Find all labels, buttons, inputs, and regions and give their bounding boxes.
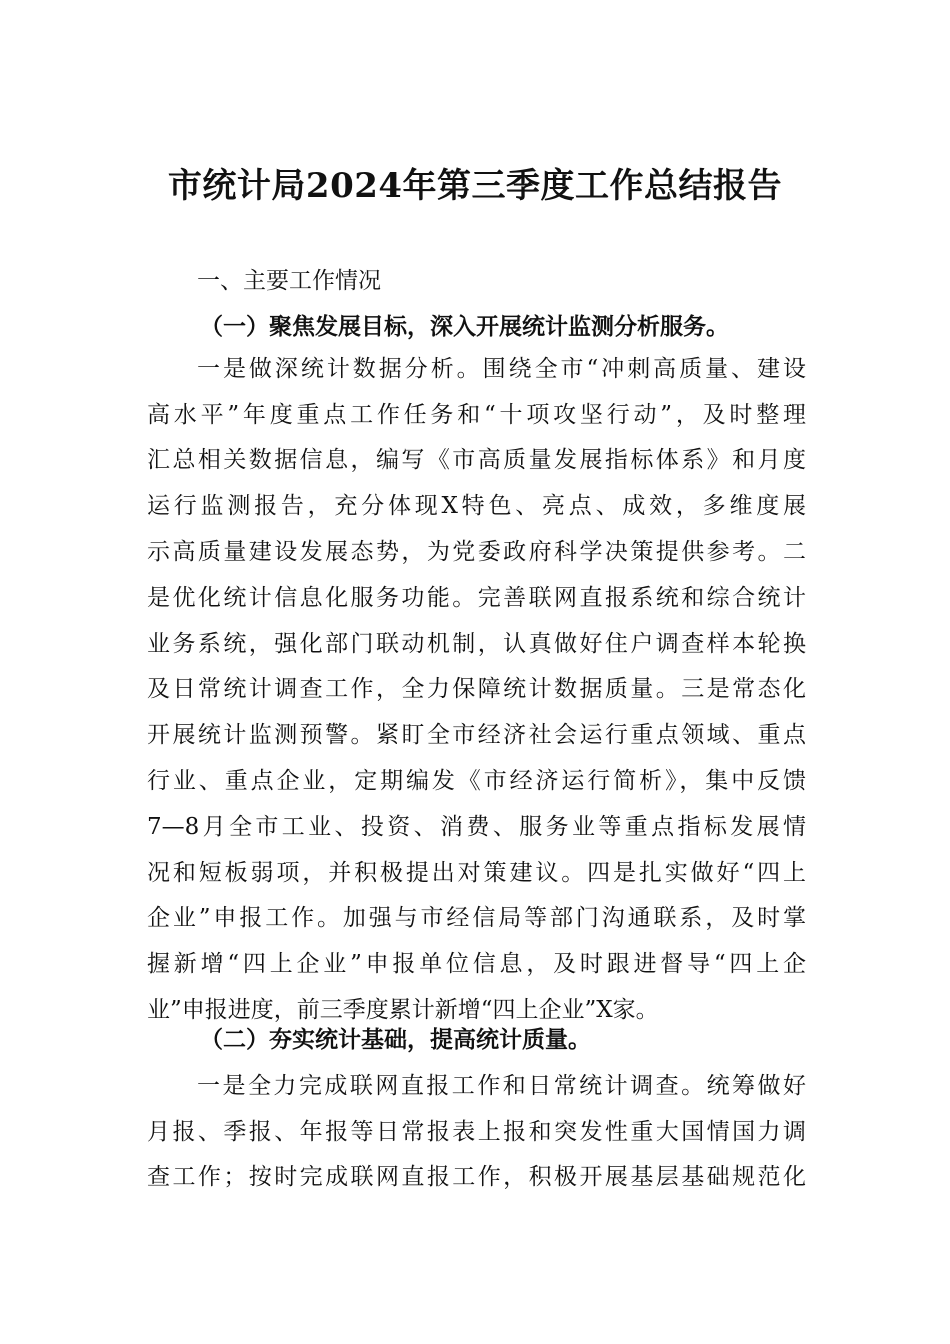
paragraph-line: 7—8月全市工业、投资、消费、服务业等重点指标发展情 [147, 814, 806, 840]
section-heading-main-work: 一、主要工作情况 [197, 268, 381, 294]
paragraph-line: 业务系统，强化部门联动机制，认真做好住户调查样本轮换 [147, 631, 806, 657]
paragraph-line: 行业、重点企业，定期编发《市经济运行简析》，集中反馈 [147, 768, 806, 794]
document-title: 市统计局2024年第三季度工作总结报告 [167, 166, 783, 206]
paragraph-line: 是优化统计信息化服务功能。完善联网直报系统和综合统计 [147, 585, 806, 611]
paragraph-line: 况和短板弱项，并积极提出对策建议。四是扎实做好“四上 [147, 860, 806, 886]
paragraph-line: 开展统计监测预警。紧盯全市经济社会运行重点领域、重点 [147, 722, 806, 748]
subsection-heading-2: （二）夯实统计基础，提高统计质量。 [200, 1026, 591, 1053]
paragraph-line: 汇总相关数据信息，编写《市高质量发展指标体系》和月度 [147, 447, 806, 473]
paragraph-line: 业”申报进度，前三季度累计新增“四上企业”X家。 [147, 997, 659, 1023]
paragraph-line: 企业”申报工作。加强与市经信局等部门沟通联系，及时掌 [147, 905, 806, 931]
subsection-heading-1: （一）聚焦发展目标，深入开展统计监测分析服务。 [200, 313, 729, 340]
paragraph-line: 一是全力完成联网直报工作和日常统计调查。统筹做好 [197, 1073, 806, 1099]
paragraph-line: 查工作；按时完成联网直报工作，积极开展基层基础规范化 [147, 1164, 806, 1190]
paragraph-line: 示高质量建设发展态势，为党委政府科学决策提供参考。二 [147, 539, 806, 565]
paragraph-line: 运行监测报告，充分体现X特色、亮点、成效，多维度展 [147, 493, 806, 519]
paragraph-line: 月报、季报、年报等日常报表上报和突发性重大国情国力调 [147, 1119, 806, 1145]
paragraph-line: 及日常统计调查工作，全力保障统计数据质量。三是常态化 [147, 676, 806, 702]
paragraph-line: 高水平”年度重点工作任务和“十项攻坚行动”，及时整理 [147, 402, 806, 428]
paragraph-line: 一是做深统计数据分析。围绕全市“冲刺高质量、建设 [197, 356, 806, 382]
paragraph-line: 握新增“四上企业”申报单位信息，及时跟进督导“四上企 [147, 951, 806, 977]
